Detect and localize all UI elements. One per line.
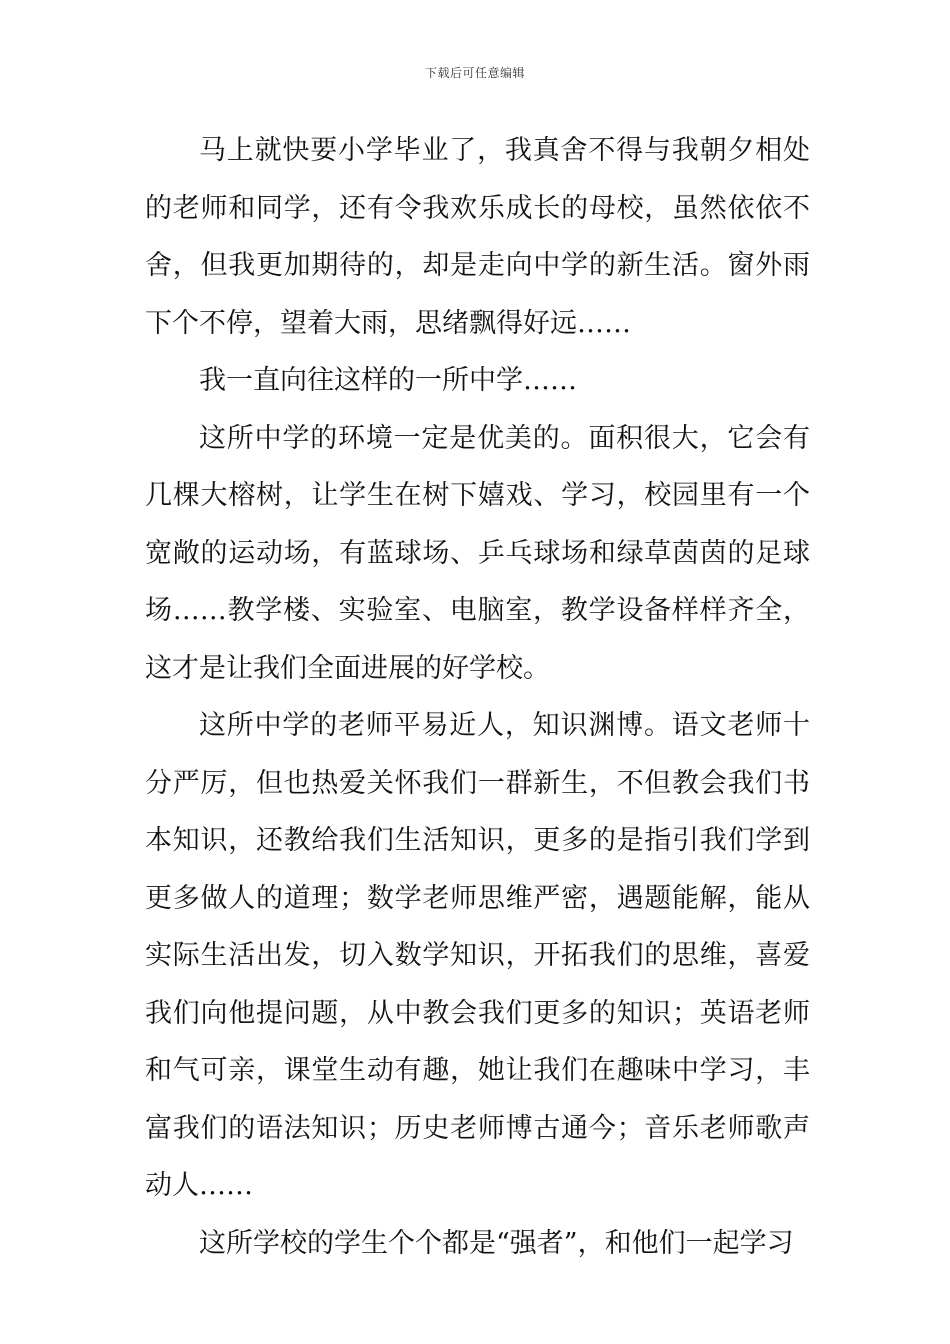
paragraph-2: 我一直向往这样的一所中学…… xyxy=(199,365,577,396)
paragraph-4: 这所中学的老师平易近人，知识渊博。语文老师十分严厉，但也热爱关怀我们一群新生，不但教会我们书本知识，还教给我们生活知识，更多的是指引我们学到更多做人的道理；数学老师思维严密，遇题能解，能从实际生活出发，切入数学知识，开拓我们的思维，喜爱我们向他提问题，从中教会我们更多的知识；英语老师和气可亲，课堂生动有趣，她让我们在趣味中学习，丰富我们的语法知识；历史老师博古通今；音乐老师歌声动人…… xyxy=(145,710,810,1201)
document-body xyxy=(145,122,810,1272)
paragraph-5: 这所学校的学生个个都是“强者”，和他们一起学习 xyxy=(199,1227,794,1259)
paragraph-3: 这所中学的环境一定是优美的。面积很大，它会有几棵大榕树，让学生在树下嬉戏、学习，校园里有一个宽敞的运动场，有蓝球场、乒乓球场和绿草茵茵的足球场……教学楼、实验室、电脑室，教学设备样样齐全，这才是让我们全面进展的好学校。 xyxy=(145,422,810,684)
page-header: 下载后可任意编辑 xyxy=(424,66,525,80)
paragraph-1: 马上就快要小学毕业了，我真舍不得与我朝夕相处的老师和同学，还有令我欢乐成长的母校，虽然依依不舍，但我更加期待的，却是走向中学的新生活。窗外雨下个不停，望着大雨，思绪飘得好远…… xyxy=(145,135,810,339)
